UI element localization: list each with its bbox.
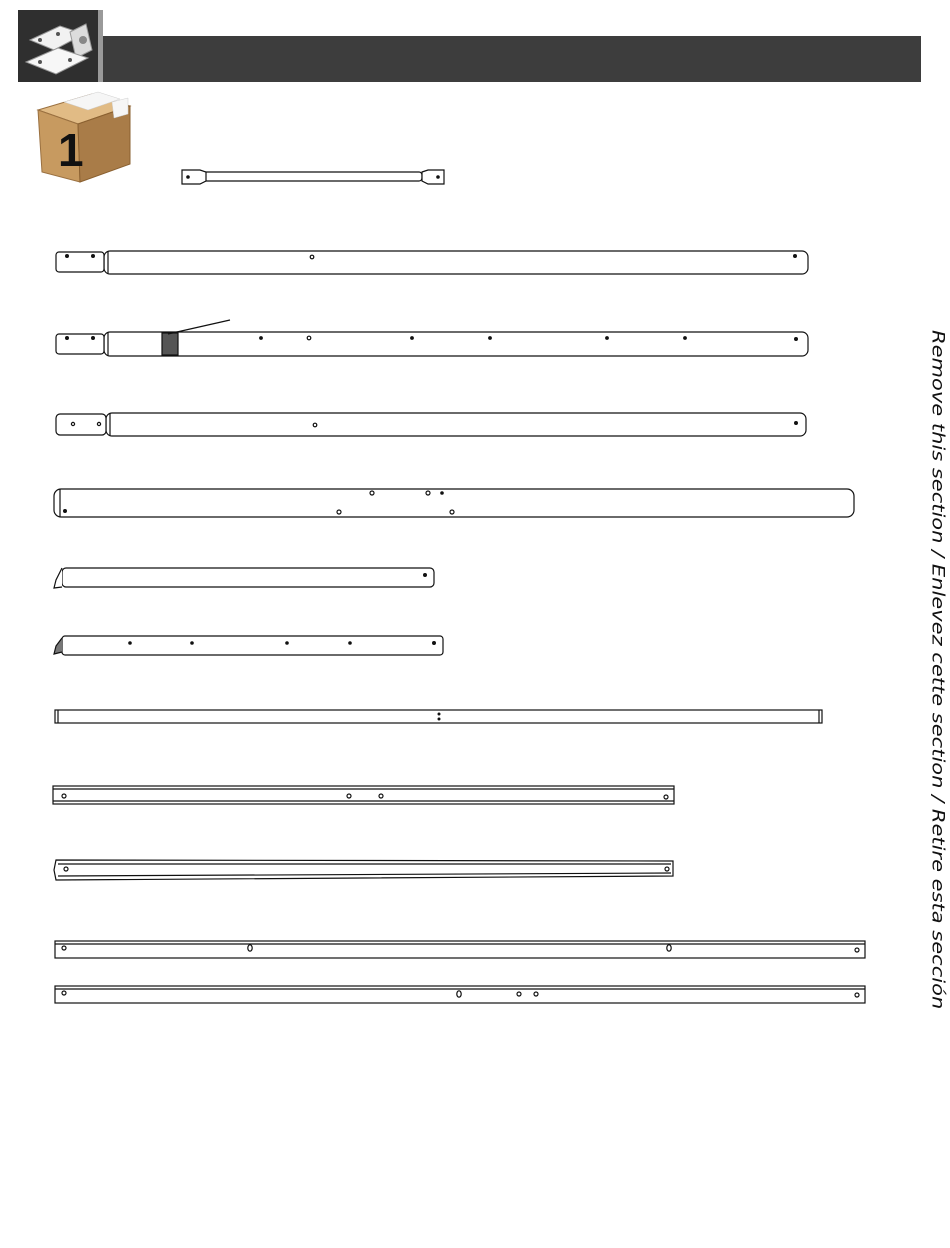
long-rail-b xyxy=(55,986,865,1003)
long-tube-a xyxy=(56,251,808,274)
medium-tube-a xyxy=(54,568,434,588)
part-label-sticker xyxy=(162,333,178,355)
channel-rail-a xyxy=(53,786,674,804)
large-tube xyxy=(54,489,854,517)
short-tube-with-caps xyxy=(182,170,444,184)
medium-tube-b xyxy=(54,636,443,655)
side-note-text: Remove this section / Enlevez cette section / Retire esta sección xyxy=(928,330,948,1010)
long-rail-a xyxy=(55,941,865,958)
flat-bar xyxy=(55,710,822,723)
side-note xyxy=(918,330,950,1010)
box-number: 1 xyxy=(58,124,84,176)
channel-rail-b xyxy=(54,860,673,880)
long-tube-c xyxy=(56,413,806,436)
long-tube-b-labeled xyxy=(56,320,808,356)
